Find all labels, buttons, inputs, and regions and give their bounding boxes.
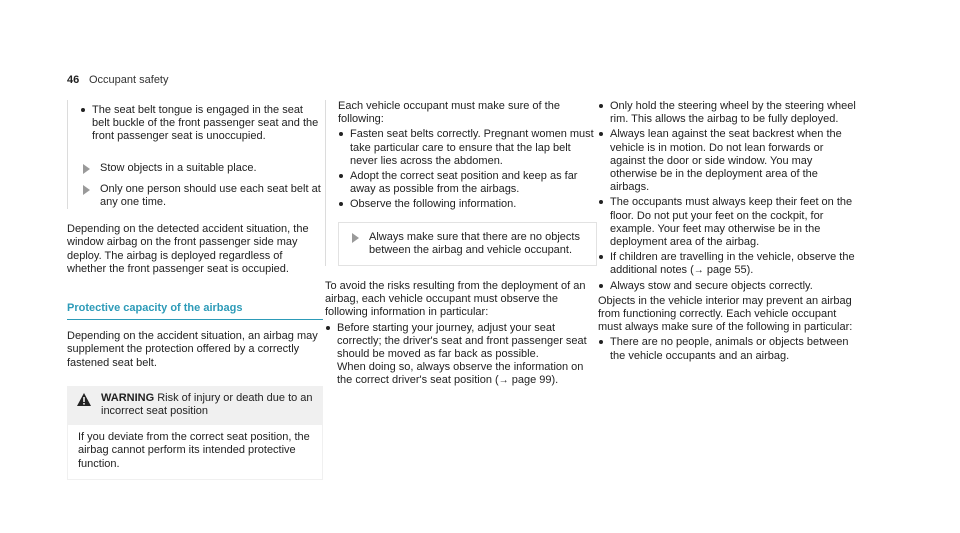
bullet-list [80,104,323,144]
column-3 [598,100,860,365]
instruction-item: Only one person should use each seat belt at any one time. [80,183,323,209]
bullet-list [325,322,597,388]
bullet-list [598,100,860,293]
list-item-text: Before starting your journey, adjust your seat correctly; the driver's seat and front passenger seat should be moved as far back as possible. [337,321,587,361]
list-item: The seat belt tongue is engaged in the seat belt buckle of the front passenger seat and the front passenger seat is unoccupied. [80,104,323,144]
paragraph: Each vehicle occupant must make sure of the following: [338,100,560,126]
instruction-item: Always make sure that there are no objects between the airbag and vehicle occupant. [349,231,586,257]
list-item-text: When doing so, always observe the information on the correct driver's seat position ( [337,361,584,387]
bullet-list [338,128,597,211]
warning-header [67,386,323,424]
list-item [325,322,597,388]
warning-icon [77,393,91,406]
column-2 [325,100,597,390]
list-frame [325,100,597,266]
list-item: Adopt the correct seat position and keep as far away as possible from the airbags. [338,170,597,196]
list-item: The occupants must always keep their feet on the floor. Do not put your feet on the cockpit, for example. Your feet may otherwise be in the deployment area of the airbag. [598,196,860,249]
page-number: 46 [67,74,80,86]
list-item: Only hold the steering wheel by the steering wheel rim. This allows the airbag to be fully deployed. [598,100,860,126]
list-item [598,251,860,277]
list-item-text: If children are travelling in the vehicle, observe the additional notes ( [610,251,855,277]
arrow-icon: → [498,375,509,387]
instruction-box [338,222,597,266]
page-reference[interactable]: page 55). [703,264,754,277]
column-1 [67,100,323,480]
continued-list-frame [67,100,323,209]
paragraph: To avoid the risks resulting from the deployment of an airbag, each vehicle occupant must observe the following information in particular: [325,280,586,319]
bullet-list [598,336,860,362]
paragraph: Depending on the detected accident situation, the window airbag on the front passenger side may deploy. The airbag is deployed regardless of whether the front passenger seat is occupied. [67,223,309,275]
paragraph: Objects in the vehicle interior may prevent an airbag from functioning correctly. Each vehicle occupant must always make sure of the following in particular: [598,294,853,334]
warning-box [67,386,323,480]
paragraph: Depending on the accident situation, an airbag may supplement the protection offered by a correctly fastened seat belt. [67,330,318,369]
list-item: Observe the following information. [338,198,597,211]
list-item: Always stow and secure objects correctly. [598,280,860,293]
arrow-icon: → [693,265,704,277]
list-item: There are no people, animals or objects between the vehicle occupants and an airbag. [598,336,860,362]
warning-body: If you deviate from the correct seat position, the airbag cannot perform its intended protective function. [67,424,323,480]
section-heading: Protective capacity of the airbags [67,302,323,320]
section-title: Occupant safety [89,74,169,86]
warning-label: WARNING [101,391,155,404]
page-reference[interactable]: page 99). [508,374,559,387]
instruction-item: Stow objects in a suitable place. [80,162,323,175]
warning-title: Risk of injury or death due to an incorrect seat position [101,391,313,418]
list-item: Fasten seat belts correctly. Pregnant women must take particular care to ensure that the lap belt never lies across the abdomen. [338,128,597,168]
list-item: Always lean against the seat backrest when the vehicle is in motion. Do not lean forwards or against the door or side window. You may otherwise be in the deployment area of the airbags. [598,128,860,194]
